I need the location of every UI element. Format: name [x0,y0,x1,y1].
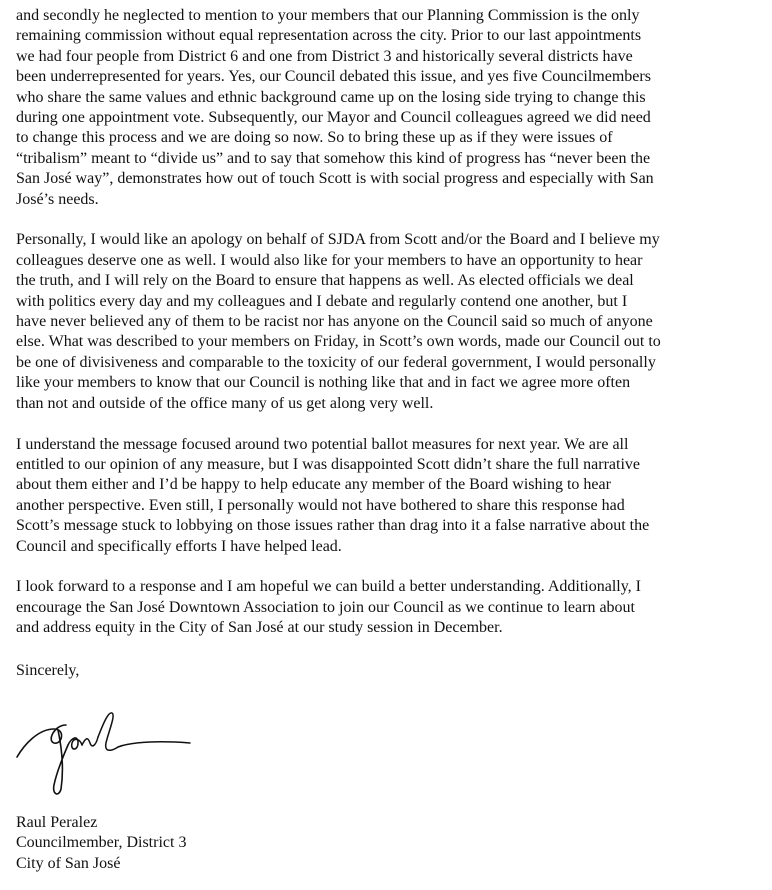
letter-page [16,6,768,874]
letter-closing: Sincerely, [16,661,80,679]
signer-name: Raul Peralez [16,813,98,831]
signer-title: Councilmember, District 3 [16,834,187,852]
letter-paragraph-3: I understand the message focused around two potential ballot measures for next year. We are all entitled to our opinion of any measure, but I was disappointed Scott didn’t share the full narrative about them either and I’d be happy to help educate any member of the Board wishing to hear another perspective. Even still, I personally would not have bothered to share this response had Scott’s message stuck to lobbying on those issues rather than drag into it a false narrative about the Council and specifically efforts I have helped lead. [16,435,650,555]
handwritten-signature [14,699,194,799]
signer-organization: City of San José [16,854,121,872]
letter-paragraph-2: Personally, I would like an apology on behalf of SJDA from Scott and/or the Board and I believe my colleagues deserve one as well. I would also like for your members to have an opportunity to hear the truth, and I will rely on the Board to ensure that happens as well. As elected officials we deal with politics every day and my colleagues and I debate and regularly contend one another, but I have never believed any of them to be racist nor has anyone on the Council said so much of anyone else. What was described to your members on Friday, in Scott’s own words, made our Council out to be one of divisiveness and comparable to the toxicity of our federal government, I would personally like your members to know that our Council is nothing like that and in fact we agree more often than not and outside of the office many of us get along very well. [16,231,661,412]
letter-paragraph-1: and secondly he neglected to mention to your members that our Planning Commission is the only remaining commission without equal representation across the city. Prior to our last appointments we had four people from District 6 and one from District 3 and historically several districts have been underrepresented for years. Yes, our Council debated this issue, and yes five Councilmembers who share the same values and ethnic background came up on the losing side trying to change this during one appointment vote. Subsequently, our Mayor and Council colleagues agreed we did need to change this process and we are doing so now. So to bring these up as if they were issues of “tribalism” meant to “divide us” and to say that somehow this kind of progress has “never been the San José way”, demonstrates how out of touch Scott is with social progress and especially with San José’s needs. [16,7,654,208]
signature-block [16,813,768,874]
letter-paragraph-4: I look forward to a response and I am hopeful we can build a better understanding. Additionally, I encourage the San José Downtown Association to join our Council as we continue to learn about and address equity in the City of San José at our study session in December. [16,578,642,637]
